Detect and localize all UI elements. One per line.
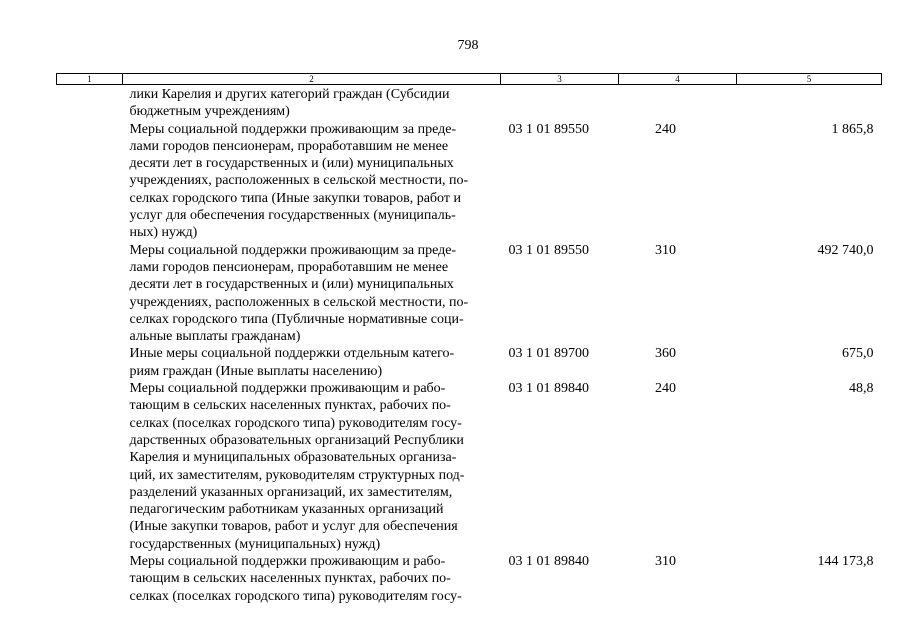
row-amount: 492 740,0 [817, 242, 874, 258]
description-line: селках (поселках городского типа) руководителям госу- [129, 415, 462, 431]
description-line: (Иные закупки товаров, работ и услуг для обеспечения [129, 519, 458, 535]
description-line: Меры социальной поддержки проживающим за преде- [129, 121, 457, 137]
description-line: лами городов пенсионерам, проработавшим не менее [129, 138, 449, 154]
description-line: услуг для обеспечения государственных (муниципаль- [129, 208, 456, 224]
description-line: педагогическим работникам указанных организаций [129, 502, 444, 518]
row-number-cell [57, 242, 123, 346]
row-number-cell [57, 121, 123, 242]
table-row [57, 345, 882, 380]
description-line: десяти лет в государственных и (или) муниципальных [129, 277, 454, 293]
description-line: ных) нужд) [129, 225, 198, 241]
description-line: ций, их заместителям, руководителям структурных под- [129, 467, 465, 483]
description-line: Меры социальной поддержки проживающим и рабо- [129, 554, 446, 570]
row-description [123, 345, 501, 380]
row-number-cell [57, 85, 123, 121]
description-line: Иные меры социальной поддержки отдельным катего- [129, 346, 455, 362]
budget-table [56, 73, 882, 605]
row-description [123, 121, 501, 242]
row-amount: 675,0 [842, 346, 874, 362]
description-line: риям граждан (Иные выплаты населению) [129, 363, 383, 379]
description-line: альные выплаты гражданам) [129, 329, 301, 345]
table-body [57, 85, 882, 605]
description-line: дарственных образовательных организаций Республики [129, 432, 464, 448]
page-number: 798 [457, 38, 479, 53]
row-code: 03 1 01 89840 [508, 554, 589, 570]
row-code [501, 85, 619, 121]
description-line: Меры социальной поддержки проживающим за преде- [129, 242, 457, 258]
row-description [123, 553, 501, 605]
table-header [57, 74, 882, 85]
description-line: бюджетным учреждениям) [129, 104, 290, 120]
row-amount: 1 865,8 [831, 121, 874, 137]
row-amount [737, 85, 882, 121]
table-row [57, 242, 882, 346]
description-line: Меры социальной поддержки проживающим и рабо- [129, 381, 446, 397]
description-line: лики Карелия и других категорий граждан (Субсидии [129, 87, 450, 102]
row-code: 03 1 01 89550 [508, 242, 589, 258]
row-expense-type [619, 85, 737, 121]
table-row [57, 380, 882, 553]
row-expense-type: 240 [655, 381, 676, 397]
description-line: разделений указанных организаций, их заместителям, [129, 484, 453, 500]
row-number-cell [57, 345, 123, 380]
description-line: учреждениях, расположенных в сельской местности, по- [129, 294, 469, 310]
row-amount: 48,8 [849, 381, 874, 397]
row-code: 03 1 01 89700 [508, 346, 589, 362]
table-row [57, 121, 882, 242]
description-line: тающим в сельских населенных пунктах, рабочих по- [129, 398, 451, 414]
row-expense-type: 310 [655, 554, 676, 570]
description-line: селках городского типа (Публичные нормативные соци- [129, 311, 464, 327]
row-description [123, 242, 501, 346]
table-row [57, 553, 882, 605]
description-line: учреждениях, расположенных в сельской местности, по- [129, 173, 469, 189]
description-line: тающим в сельских населенных пунктах, рабочих по- [129, 571, 451, 587]
row-expense-type: 240 [655, 121, 676, 137]
column-number-3: 3 [501, 74, 619, 85]
description-line: лами городов пенсионерам, проработавшим не менее [129, 259, 449, 275]
row-description [123, 380, 501, 553]
description-line: государственных (муниципальных) нужд) [129, 536, 381, 552]
row-number-cell [57, 553, 123, 605]
row-expense-type: 310 [655, 242, 676, 258]
description-line: Карелия и муниципальных образовательных организа- [129, 450, 457, 466]
description-line: десяти лет в государственных и (или) муниципальных [129, 156, 454, 172]
column-number-2: 2 [123, 74, 501, 85]
column-number-4: 4 [619, 74, 737, 85]
description-line: селках (поселках городского типа) руководителям госу- [129, 588, 462, 604]
row-code: 03 1 01 89550 [508, 121, 589, 137]
column-number-row [57, 74, 882, 85]
row-code: 03 1 01 89840 [508, 381, 589, 397]
column-number-1: 1 [57, 74, 123, 85]
description-line: селках городского типа (Иные закупки товаров, работ и [129, 190, 461, 206]
column-number-5: 5 [737, 74, 882, 85]
table-row [57, 85, 882, 121]
row-number-cell [57, 380, 123, 553]
row-description [123, 85, 501, 121]
row-amount: 144 173,8 [817, 554, 874, 570]
row-expense-type: 360 [655, 346, 676, 362]
